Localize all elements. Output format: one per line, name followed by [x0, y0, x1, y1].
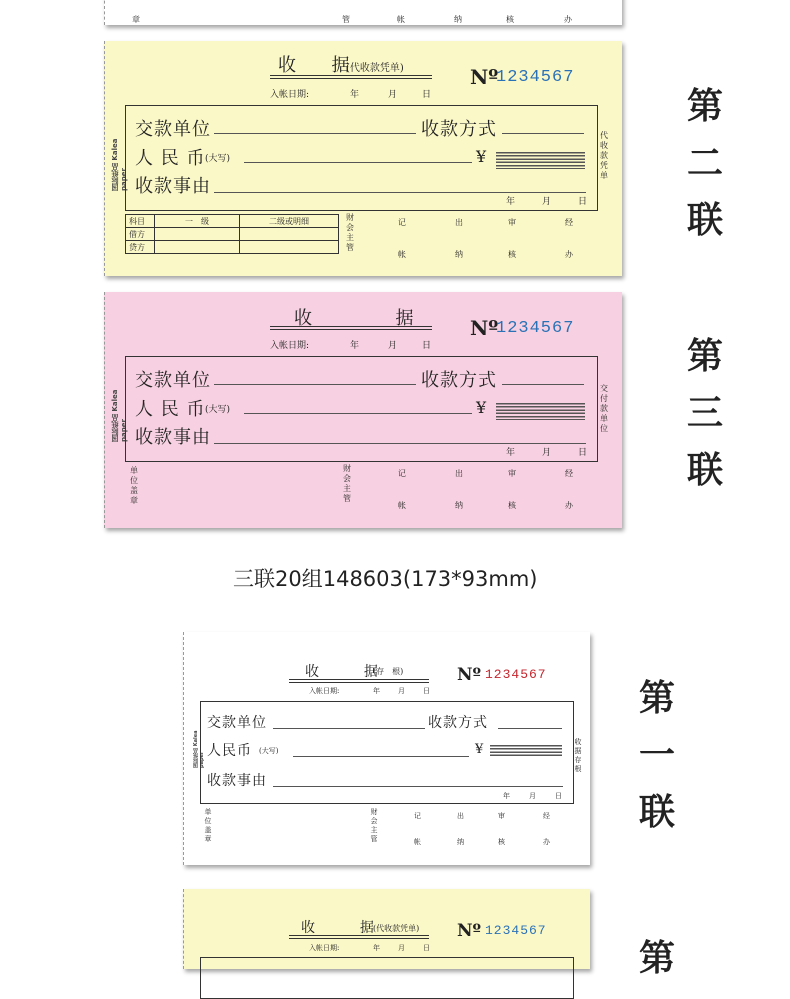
- reason-line: [214, 192, 586, 193]
- acct-credit: 贷方: [126, 241, 155, 254]
- number-mark: Nº: [457, 665, 482, 685]
- cashier-top: 出: [455, 218, 463, 227]
- copy-label-char: 联: [638, 792, 675, 833]
- title-char-1: 收: [301, 920, 315, 936]
- acct-level1: 一 级: [155, 215, 240, 228]
- date-label: 入帐日期:: [309, 944, 340, 952]
- finance-label-tail: 管: [342, 15, 350, 24]
- date-year: 年: [373, 944, 380, 952]
- perforation-line: [183, 889, 184, 969]
- finance-supervisor-label: 财会主管: [343, 464, 351, 503]
- side-note-agency: 代收款凭单: [600, 131, 608, 180]
- title-char-2: 据: [363, 664, 378, 680]
- date-day: 日: [423, 687, 430, 695]
- receipt-title: [305, 661, 378, 681]
- receipt-number: 1234567: [485, 923, 547, 938]
- box-day: 日: [578, 197, 588, 207]
- handler-label-tail: 办: [564, 15, 572, 24]
- method-label: 收款方式: [421, 370, 497, 391]
- copy-label-second: [685, 78, 725, 249]
- audit-top: 审: [498, 812, 505, 820]
- record-top: 记: [414, 812, 421, 820]
- cashier-top: 出: [455, 469, 463, 478]
- rmb-line: [244, 162, 472, 163]
- record-top: 记: [398, 218, 406, 227]
- receipt-subtitle: (代收款凭单): [373, 924, 420, 933]
- copy-label-first: [637, 670, 677, 841]
- audit-bottom: 核: [508, 501, 516, 510]
- method-label: 收款方式: [421, 119, 497, 140]
- title-char-2: 据: [331, 55, 352, 76]
- audit-label-tail: 核: [506, 15, 514, 24]
- title-underline: [270, 75, 432, 76]
- date-year: 年: [350, 90, 360, 100]
- date-month: 月: [398, 687, 405, 695]
- payer-label: 交款单位: [135, 119, 211, 140]
- number-mark: Nº: [457, 921, 482, 941]
- unit-stamp-label: 单位盖章: [130, 466, 138, 505]
- audit-top: 审: [508, 469, 516, 478]
- receipt-title: [278, 51, 351, 77]
- handler-top: 经: [565, 218, 573, 227]
- reason-label: 收款事由: [135, 176, 211, 197]
- record-bottom: 帐: [414, 838, 421, 846]
- cashier-label-tail: 纳: [454, 15, 462, 24]
- payer-line: [273, 728, 425, 729]
- receipt-subtitle: (代收款凭单): [346, 63, 404, 74]
- record-bottom: 帐: [398, 250, 406, 259]
- payer-label: 交款单位: [135, 370, 211, 391]
- side-note-payer: 交付款单位: [600, 384, 608, 433]
- cashier-bottom: 纳: [455, 501, 463, 510]
- acct-subject: 科目: [126, 215, 155, 228]
- box-day: 日: [555, 792, 562, 800]
- date-label: 入帐日期:: [270, 90, 310, 100]
- receipt-yellow-copy: [104, 41, 622, 276]
- copy-label-char: 一: [638, 735, 675, 776]
- brand-mark: 国际纸品 Kalea paper: [111, 389, 128, 442]
- cashier-top: 出: [457, 812, 464, 820]
- box-year: 年: [503, 792, 510, 800]
- receipt-pink-copy: [104, 292, 622, 528]
- date-year: 年: [373, 687, 380, 695]
- handler-bottom: 办: [565, 501, 573, 510]
- record-label-tail: 帐: [397, 15, 405, 24]
- reason-line: [273, 786, 563, 787]
- rmb-line: [293, 756, 469, 757]
- date-day: 日: [423, 944, 430, 952]
- box-day: 日: [578, 448, 588, 458]
- acct-level2: 二级或明细: [240, 215, 339, 228]
- rmb-line: [244, 413, 472, 414]
- side-note-stub: 收据存根: [574, 738, 582, 773]
- box-year: 年: [506, 197, 516, 207]
- date-label: 入帐日期:: [309, 687, 340, 695]
- acct-debit-l2: [240, 228, 339, 241]
- title-char-2: 据: [395, 308, 414, 329]
- rmb-label: 人 民 币: [135, 148, 206, 169]
- brand-mark: 国际纸品 Kalea paper: [111, 138, 128, 191]
- record-bottom: 帐: [398, 501, 406, 510]
- payer-label: 交款单位: [207, 715, 267, 731]
- uppercase-note: (大写): [205, 405, 231, 415]
- date-month: 月: [388, 90, 398, 100]
- date-day: 日: [422, 90, 432, 100]
- title-underline-2: [270, 329, 432, 330]
- box-year: 年: [506, 448, 516, 458]
- receipt-white-copy: [183, 632, 590, 865]
- receipt-yellow-copy-partial: [183, 889, 590, 969]
- product-caption: 三联20组148603(173*93mm): [233, 567, 538, 591]
- title-underline-2: [289, 682, 429, 683]
- handler-bottom: 办: [543, 838, 550, 846]
- handler-top: 经: [543, 812, 550, 820]
- copy-label-partial: [637, 930, 677, 987]
- receipt-number: 1234567: [496, 68, 575, 87]
- audit-bottom: 核: [498, 838, 505, 846]
- cashier-bottom: 纳: [455, 250, 463, 259]
- perforation-line: [104, 0, 105, 25]
- title-underline: [270, 326, 432, 327]
- record-top: 记: [398, 469, 406, 478]
- box-month: 月: [542, 448, 552, 458]
- number-mark: Nº: [470, 316, 499, 340]
- date-label: 入帐日期:: [270, 341, 310, 351]
- stamp-label-tail: 章: [132, 15, 140, 24]
- cashier-bottom: 纳: [457, 838, 464, 846]
- yen-sign: ¥: [476, 398, 487, 417]
- payer-line: [214, 133, 416, 134]
- copy-label-char: 第: [638, 678, 675, 719]
- acct-debit-l1: [155, 228, 240, 241]
- yen-sign: ¥: [476, 147, 487, 166]
- uppercase-note: (大写): [259, 747, 279, 755]
- receipt-title: [301, 917, 374, 937]
- copy-label-char: 第: [638, 938, 675, 979]
- title-char-1: 收: [278, 55, 298, 76]
- method-line: [502, 133, 584, 134]
- receipt-number: 1234567: [496, 319, 575, 338]
- handler-top: 经: [565, 469, 573, 478]
- method-label: 收款方式: [428, 715, 488, 731]
- amount-hatch: [496, 152, 585, 169]
- box-month: 月: [542, 197, 552, 207]
- copy-label-char: 联: [686, 200, 723, 241]
- payer-line: [214, 384, 416, 385]
- box-month: 月: [529, 792, 536, 800]
- title-char-2: 据: [359, 920, 374, 936]
- title-underline-2: [289, 938, 429, 939]
- brand-mark: 国际纸品 Kalea paper: [193, 730, 205, 768]
- title-underline: [289, 679, 429, 680]
- copy-label-char: 三: [686, 393, 723, 434]
- date-month: 月: [388, 341, 398, 351]
- rmb-label: 人民币: [207, 743, 252, 759]
- method-line: [502, 384, 584, 385]
- amount-hatch: [496, 403, 585, 420]
- perforation-line: [104, 292, 105, 528]
- account-table: [125, 214, 339, 254]
- title-underline-2: [270, 78, 432, 79]
- perforation-line: [104, 41, 105, 276]
- title-underline: [289, 935, 429, 936]
- title-char-1: 收: [294, 308, 312, 329]
- title-char-1: 收: [305, 664, 319, 680]
- handler-bottom: 办: [565, 250, 573, 259]
- copy-label-char: 第: [686, 86, 723, 127]
- acct-debit: 借方: [126, 228, 155, 241]
- receipt-number: 1234567: [485, 667, 547, 682]
- reason-label: 收款事由: [207, 773, 267, 789]
- copy-label-third: [685, 328, 725, 499]
- finance-supervisor-label: 财会主管: [346, 213, 354, 252]
- acct-credit-l1: [155, 241, 240, 254]
- receipt-subtitle: (存 根): [373, 667, 404, 676]
- receipt-white-partial-top: [104, 0, 622, 25]
- reason-line: [214, 443, 586, 444]
- copy-label-char: 二: [686, 143, 723, 184]
- audit-top: 审: [508, 218, 516, 227]
- unit-stamp-label: 单位盖章: [204, 808, 212, 843]
- date-month: 月: [398, 944, 405, 952]
- uppercase-note: (大写): [205, 154, 231, 164]
- reason-label: 收款事由: [135, 427, 211, 448]
- audit-bottom: 核: [508, 250, 516, 259]
- finance-supervisor-label: 财会主管: [370, 808, 378, 843]
- copy-label-char: 第: [686, 336, 723, 377]
- copy-label-char: 联: [686, 450, 723, 491]
- acct-credit-l2: [240, 241, 339, 254]
- amount-hatch: [490, 745, 562, 758]
- date-year: 年: [350, 341, 360, 351]
- date-day: 日: [422, 341, 432, 351]
- yen-sign: ¥: [475, 742, 484, 757]
- rmb-label: 人 民 币: [135, 399, 206, 420]
- number-mark: Nº: [470, 65, 499, 89]
- method-line: [498, 728, 562, 729]
- receipt-main-box: [200, 957, 574, 999]
- perforation-line: [183, 632, 184, 865]
